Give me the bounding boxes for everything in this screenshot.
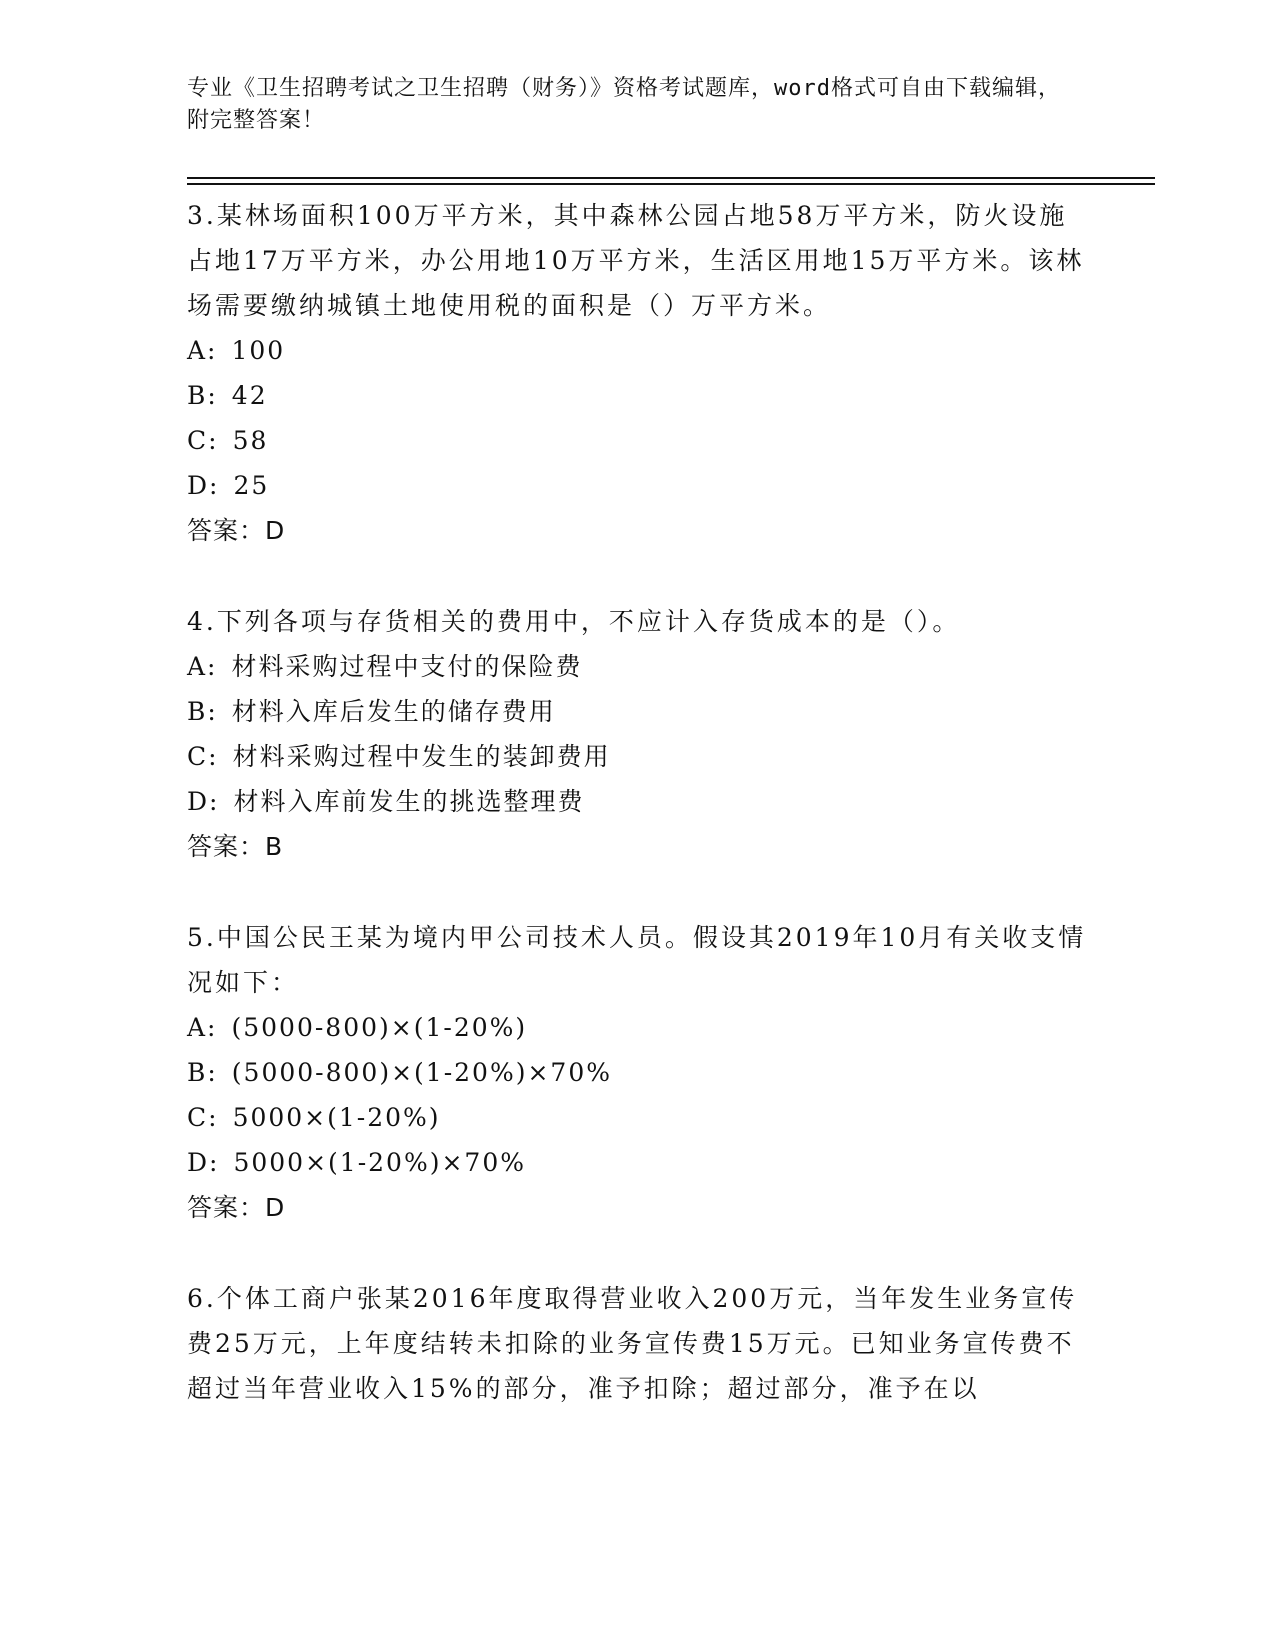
question-stem: 4.下列各项与存货相关的费用中，不应计入存货成本的是（）。 xyxy=(187,607,961,636)
option-letter: C: xyxy=(187,426,219,455)
option-b xyxy=(187,689,1087,734)
option-text: 42 xyxy=(231,381,268,410)
question-stem: 6.个体工商户张某2016年度取得营业收入200万元，当年发生业务宣传费25万元，上年度结转未扣除的业务宣传费15万元。已知业务宣传费不超过当年营业收入15%的部分，准予扣除；超过部分，准予在以 xyxy=(187,1284,1078,1403)
option-letter: C: xyxy=(187,742,219,771)
header-divider-bottom xyxy=(187,183,1155,185)
option-letter: D: xyxy=(187,1148,220,1177)
question-list xyxy=(187,193,1087,1457)
option-text: (5000-800)×(1-20%)×70% xyxy=(231,1058,612,1087)
header-divider-top xyxy=(187,177,1155,179)
option-b xyxy=(187,373,1087,418)
answer-line: 答案：D xyxy=(187,1193,286,1222)
option-text: 材料采购过程中发生的装卸费用 xyxy=(232,742,611,771)
option-letter: A: xyxy=(187,336,218,365)
option-text: (5000-800)×(1-20%) xyxy=(231,1013,528,1042)
option-text: 25 xyxy=(233,471,270,500)
option-letter: B: xyxy=(187,697,218,726)
option-text: 58 xyxy=(232,426,269,455)
option-c xyxy=(187,418,1087,463)
question-3 xyxy=(187,193,1087,553)
option-c xyxy=(187,734,1087,779)
option-letter: C: xyxy=(187,1103,219,1132)
option-letter: D: xyxy=(187,471,220,500)
option-c xyxy=(187,1095,1087,1140)
option-letter: D: xyxy=(187,787,220,816)
option-b xyxy=(187,1050,1087,1095)
answer-line: 答案：B xyxy=(187,832,284,861)
option-letter: B: xyxy=(187,1058,218,1087)
option-d xyxy=(187,1140,1087,1185)
question-stem: 5.中国公民王某为境内甲公司技术人员。假设其2019年10月有关收支情况如下： xyxy=(187,923,1087,997)
question-6 xyxy=(187,1276,1087,1411)
option-text: 5000×(1-20%) xyxy=(232,1103,441,1132)
question-4 xyxy=(187,599,1087,869)
option-letter: B: xyxy=(187,381,218,410)
answer-line: 答案：D xyxy=(187,516,286,545)
question-stem: 3.某林场面积100万平方米，其中森林公园占地58万平方米，防火设施占地17万平方米，办公用地10万平方米，生活区用地15万平方米。该林场需要缴纳城镇土地使用税的面积是（）万平方米。 xyxy=(187,201,1085,320)
option-text: 材料入库后发生的储存费用 xyxy=(231,697,556,726)
option-text: 100 xyxy=(231,336,286,365)
option-text: 材料入库前发生的挑选整理费 xyxy=(233,787,585,816)
option-letter: A: xyxy=(187,652,218,681)
option-d xyxy=(187,463,1087,508)
document-header: 专业《卫生招聘考试之卫生招聘（财务）》资格考试题库，word格式可自由下载编辑，附完整答案！ xyxy=(187,76,1061,133)
option-letter: A: xyxy=(187,1013,218,1042)
option-a xyxy=(187,1005,1087,1050)
question-5 xyxy=(187,915,1087,1230)
option-text: 材料采购过程中支付的保险费 xyxy=(231,652,583,681)
option-text: 5000×(1-20%)×70% xyxy=(233,1148,526,1177)
option-a xyxy=(187,644,1087,689)
option-d xyxy=(187,779,1087,824)
option-a xyxy=(187,328,1087,373)
